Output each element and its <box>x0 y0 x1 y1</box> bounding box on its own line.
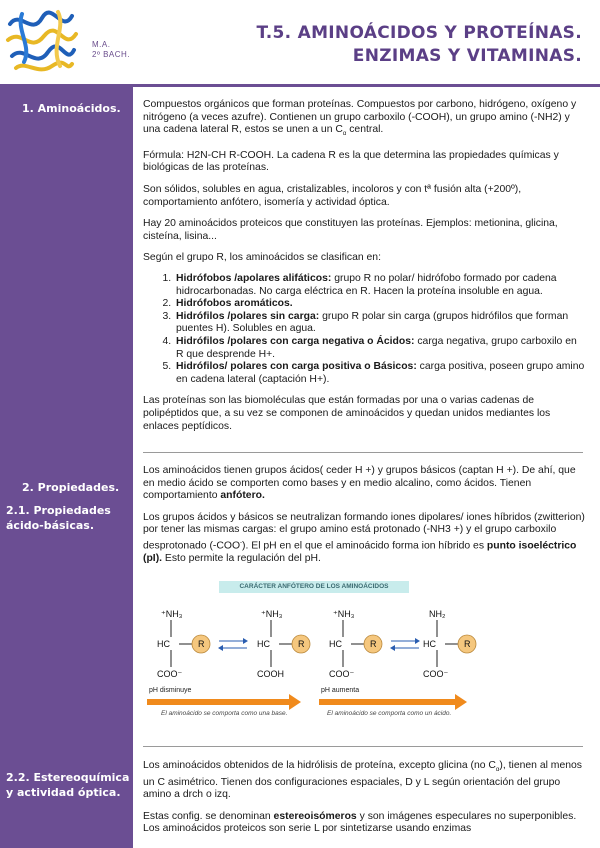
cooh-label: COOH <box>257 669 284 679</box>
paragraph: Las proteínas son las biomoléculas que están formadas por una o varias cadenas de polipéptidos que, a su vez se componen de aminoácidos y quedan unidos mediantes los enlaces peptídicos. <box>143 395 551 432</box>
list-item-title: Hidrófilos /polares sin carga: <box>176 310 320 322</box>
subscript: α <box>495 767 500 774</box>
classification-list <box>143 273 587 386</box>
r-label: R <box>464 639 471 649</box>
protein-structure-logo <box>2 6 80 78</box>
list-item <box>174 298 587 311</box>
title-line-1: T.5. AMINOÁCIDOS Y PROTEÍNAS. <box>256 23 582 43</box>
course-line-2: 2º BACH. <box>92 50 131 59</box>
list-item-text: carga positiva, poseen grupo amino en cadena lateral (captación H+). <box>176 361 585 385</box>
sidebar <box>0 87 133 848</box>
bold-text: anfótero. <box>220 490 265 502</box>
r-label: R <box>370 639 377 649</box>
hc-label: HC <box>329 639 342 649</box>
equilibrium-arrows-2 <box>390 638 420 651</box>
superscript: - <box>240 539 243 546</box>
list-item <box>174 361 587 386</box>
ph-decrease-label: pH disminuye <box>149 687 192 694</box>
text: Esto permite la regulación del pH. <box>162 553 321 565</box>
equilibrium-arrows-1 <box>218 638 248 651</box>
list-item-title: Hidrófobos /apolares alifáticos: <box>176 273 332 285</box>
list-item-title: Hidrófobos aromáticos. <box>176 298 293 310</box>
nh3-label: ⁺NH₃ <box>333 609 355 619</box>
ph-arrow-left <box>147 694 301 710</box>
paragraph <box>143 465 587 503</box>
ph-increase-label: pH aumenta <box>321 687 360 694</box>
list-item <box>174 311 587 336</box>
text: Compuestos orgánicos que forman proteínas. Compuestos por carbono, hidrógeno, oxígeno y nitrógeno (a veces azufre). Contienen un grupo carboxilo (-COOH), un grupo amino (-NH2) y una cadena lateral R, estos se unen a un C <box>143 99 577 136</box>
section-aminoacidos <box>143 99 587 433</box>
sidebar-label-line: y actividad óptica. <box>6 786 121 799</box>
text: y son imágenes especulares no superponibles. Los aminoácidos proteicos son serie L por sintetizarse usando enzimas <box>143 810 577 835</box>
page-title <box>256 22 582 68</box>
paragraph: Fórmula: H2N-CH R-COOH. La cadena R es la que determina las propiedades químicas y biológicas de las proteínas. <box>143 149 559 174</box>
r-label: R <box>298 639 305 649</box>
molecule-4 <box>423 609 476 679</box>
text: ), tienen al menos un C asimétrico. Tienen dos configuraciones espaciales, D y L según orientación del grupo amino a drch o izq. <box>143 760 582 801</box>
paragraph: Hay 20 aminoácidos proteicos que constituyen las proteínas. Ejemplos: metionina, glicina, cisteína, lisina... <box>143 218 558 242</box>
hc-label: HC <box>157 639 170 649</box>
coo-label: COO⁻ <box>423 669 449 679</box>
sidebar-label-line: 2.2. Estereoquímica <box>6 771 130 784</box>
list-item-text: grupo R no polar/ hidrófobo formado por cadena hidrocarbonadas. No carga eléctrica en R. Hacen la proteína insoluble en agua. <box>176 273 557 297</box>
coo-label: COO⁻ <box>329 669 355 679</box>
list-item-title: Hidrófilos /polares con carga negativa o Ácidos: <box>176 335 415 347</box>
sidebar-section-estereoquimica <box>6 770 129 800</box>
right-caption: El aminoácido se comporta como un ácido. <box>327 710 452 717</box>
paragraph: Son sólidos, solubles en agua, cristalizables, incoloros y con tª fusión alta (+200º), comportamiento anfótero, isomería y actividad óptica. <box>143 184 522 208</box>
paragraph <box>143 512 587 566</box>
paragraph <box>143 760 587 802</box>
section-estereoquimica <box>143 760 587 836</box>
text: Los aminoácidos obtenidos de la hidrólisis de proteína, excepto glicina (no C <box>143 760 496 771</box>
paragraph <box>143 99 587 141</box>
ph-arrow-right <box>319 694 467 710</box>
nh2-label: NH₂ <box>429 609 446 619</box>
sidebar-section-propiedades: 2. Propiedades. <box>22 481 120 494</box>
sidebar-section-acido-basicas <box>6 503 111 533</box>
list-item-title: Hidrófilos/ polares con carga positiva o Básicos: <box>176 361 417 373</box>
hc-label: HC <box>423 639 436 649</box>
section-propiedades <box>143 465 587 566</box>
paragraph: Según el grupo R, los aminoácidos se clasifican en: <box>143 252 381 264</box>
r-label: R <box>198 639 205 649</box>
left-caption: El aminoácido se comporta como una base. <box>161 710 288 717</box>
bold-text: punto isoeléctrico (pI). <box>143 540 577 565</box>
coo-label: COO⁻ <box>157 669 183 679</box>
subscript: α <box>342 131 347 138</box>
figure-diagram <box>143 577 583 727</box>
paragraph <box>143 811 587 836</box>
hc-label: HC <box>257 639 270 649</box>
section-divider <box>143 746 583 747</box>
text: ). El pH en el que el aminoácido forma ion híbrido es <box>242 540 487 552</box>
figure-title: CARÁCTER ANFÓTERO DE LOS AMINOÁCIDOS <box>219 581 409 593</box>
molecule-3 <box>329 609 382 679</box>
course-label <box>92 40 130 60</box>
text: Estas config. se denominan <box>143 810 274 822</box>
section-divider <box>143 452 583 453</box>
amphoteric-figure <box>143 577 583 727</box>
text: Los grupos ácidos y básicos se neutralizan formando iones dipolares/ iones híbridos (zwitterion) por tener las mismas cargas: el grupo amino está protonado (-NH3 +) y el grupo carboxilo desprotonado (-COO <box>143 511 585 552</box>
list-item <box>174 336 587 361</box>
list-item-text: carga negativa, grupo carboxilo en R que desprende H+. <box>176 335 577 360</box>
bold-text: estereoisómeros <box>273 810 357 822</box>
sidebar-label-line: 2.1. Propiedades <box>6 504 111 517</box>
nh3-label: ⁺NH₃ <box>161 609 183 619</box>
list-item-text: grupo R polar sin carga (grupos hidrófilos que forman puentes H). Solubles en agua. <box>176 310 569 335</box>
molecule-2 <box>257 609 310 679</box>
sidebar-section-aminoacidos: 1. Aminoácidos. <box>22 102 121 115</box>
molecule-1 <box>157 609 210 679</box>
header <box>0 0 600 84</box>
title-line-2: ENZIMAS Y VITAMINAS. <box>352 46 582 66</box>
sidebar-label-line: ácido-básicas. <box>6 519 94 532</box>
text: Los aminoácidos tienen grupos ácidos( ceder H +) y grupos básicos (captan H +). De ahí, que en medio ácido se comporten como bases y en medio alcalino, como ácidos. Tienen comportamiento <box>143 465 576 502</box>
course-line-1: M.A. <box>92 40 111 49</box>
nh3-label: ⁺NH₃ <box>261 609 283 619</box>
list-item <box>174 273 587 298</box>
text: central. <box>346 124 384 136</box>
